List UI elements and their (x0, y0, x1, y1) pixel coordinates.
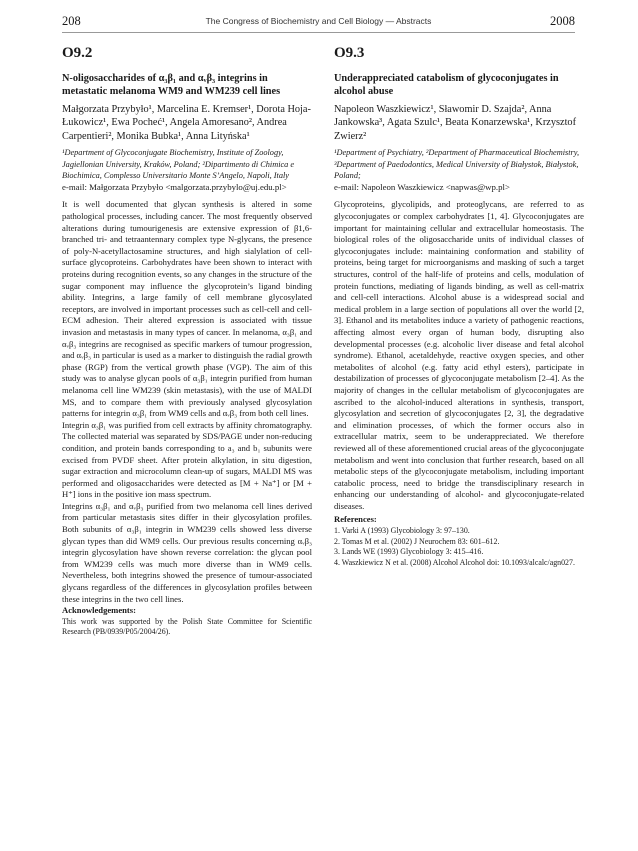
running-header (62, 14, 575, 33)
abstract-body (334, 199, 584, 512)
abstract-title: N-oligosaccharides of α₃β₁ and αᵥβ₃ integrins in metastatic melanoma WM9 and WM239 cell lines (62, 73, 281, 97)
contact-email: e-mail: Małgorzata Przybyło <malgorzata.przybylo@uj.edu.pl> (62, 182, 287, 193)
affiliations: ¹Department of Psychiatry, ²Department of Pharmaceutical Biochemistry, ³Department of Paedodontics, Medical University of Białystok, Białystok, Poland; (334, 148, 580, 181)
author-list: Małgorzata Przybyło¹, Marcelina E. Kremser¹, Dorota Hoja-Łukowicz¹, Ewa Pocheć¹, Angela Amoresano², Andrea Carpentieri², Monika Bubka¹, Anna Lityńska¹ (62, 104, 311, 142)
body-paragraph: It is well documented that glycan synthesis is altered in some pathological processes, including cancer. The most frequently observed alterations during tumourigenesis are extensive expression of β1,6-branched tri- and tetraantennary complex type N-glycans, the presence of poly-N-acetyllactosamine structures, and high sialylation of cell-surface glycoproteins. Carbohydrates have been shown to interact with proteins during recognition events, so any changes in the structure of the sugar component may influence the glycoprotein’s ligand binding ability. Integrins, a large family of cell membrane glycosylated receptors, are involved in important processes such as cell-cell and cell-ECM adhesion. Their altered expression is associated with tissue invasion and metastasis in many types of cancer. In melanoma, α₃β₁ and αᵥβ₃ integrins are recognised as specific markers of tumour progression, and αᵥβ₃ in particular is used as a marker to distinguish the radial growth phase (RGP) from the vertical growth phase (VGP). The aim of this study was to analyse glycan pools of α₃β₁ integrin purified from human melanoma cell line WM239 (skin metastasis), with the use of MALDI MS, and to compare them with previously analysed glycosylation patterns for integrin α₃β₁ from WM9 cells and αᵥβ₃ from both cell lines. (62, 199, 312, 419)
header-year: 2008 (550, 14, 575, 28)
affiliations: ¹Department of Glycoconjugate Biochemistry, Institute of Zoology, Jagiellonian University, Kraków, Poland; ²Dipartimento di Chimica e Biochimica, Complesso Universitario Monte S’Angelo, Napoli, Italy (62, 148, 295, 181)
reference-item: 4. Waszkiewicz N et al. (2008) Alcohol Alcohol doi: 10.1093/alcalc/agn027. (334, 557, 575, 567)
journal-title: The Congress of Biochemistry and Cell Biology — Abstracts (205, 16, 432, 26)
body-paragraph: Integrin α₃β₁ was purified from cell extracts by affinity chromatography. The collected material was separated by SDS/PAGE under non-reducing condition, and protein bands corresponding to a₃ and b₁ subunits were excised from PVDF sheet. After protein alkylation, in situ digestion, sugar extraction and microcolumn clean-up of sugars, MALDI MS was performed and oligosaccharides were detected as [M + Na⁺] or [M + H⁺] ions in the positive ion mass spectrum. (62, 419, 312, 500)
acknowledgements-text: This work was supported by the Polish State Committee for Scientific Research (PB/0939/P05/2004/26). (62, 616, 312, 637)
references-heading: References: (334, 514, 377, 525)
abstract-o9-2 (62, 44, 312, 638)
body-paragraph: Integrins α₃β₁ and αᵥβ₃ purified from two melanoma cell lines derived from particular metastasis sites differ in their glycosylation profiles. Both subunits of α₃β₁ integrin in WM239 cells showed less diverse glycan types than did WM9 cells. Our previous results concerning αᵥβ₃ integrin glycosylation have shown reverse correlation: the glycan pool from WM239 cells was much more diverse than in WM9 cells. Nevertheless, both integrins showed the presence of tumour-associated glycans regardless of the differences in glycosylation profiles between these integrins in the two cell lines. (62, 500, 312, 604)
acknowledgements-heading: Acknowledgements: (62, 605, 136, 616)
contact-email: e-mail: Napoleon Waszkiewicz <napwas@wp.pl> (334, 182, 510, 193)
abstract-code: O9.2 (62, 45, 93, 61)
abstract-body (62, 199, 312, 605)
reference-item: 3. Lands WE (1993) Glycobiology 3: 415–416. (334, 547, 484, 557)
page-number: 208 (62, 14, 81, 28)
reference-item: 1. Varki A (1993) Glycobiology 3: 97–130. (334, 526, 470, 536)
body-paragraph: Glycoproteins, glycolipids, and proteoglycans, are referred to as glycoconjugates or complex carbohydrates [1, 4]. Glycoconjugates are important for maintaining cellular and extracellular homeostasis. The biological roles of the oligosaccharide units of individual classes of glycoconjugates include: maintaining conformation and stability of proteins, being target for microorganisms and masking of such a target structures, control of the half-life of proteins and cells, modulation of protein functions, mediating of ligands binding, as well as cell-matrix and cell-cell interactions. Alcohol abuse is a widespread social and medical problem in a large section of populations all over the world [2, 3]. Ethanol and its metabolites induce a variety of pathogenic reactions, affecting almost every organ of human body, disrupting also developmental processes (e.g. alcoholic liver disease and fetal alcohol syndrome). Ethanol, acetaldehyde, reactive oxygen species, and other metabolites of alcohol (e.g. fatty acid ethyl esters), participate in destabilization of processes of glycoconjugate metabolism [2–4]. As the majority of changes in the cellular metabolism of glycoconjugates are ascribed to the alcohol-induced alterations in synthesis, transport, glycosylation and secretion of glycoconjugates [2, 3], the degradative and elimination processes, of which the former occurs also in extracellular matrix, seem to be underappreciated. We therefore reviewed all of these aforementioned crucial areas of the glycoconjugate metabolism and went into conclusion that further research, based on all metabolic steps of the glycoconjugate metabolism, including important catabolic process, need to bridge the transdisciplinary research in enhancing our understanding of alcohol- and glycoconjugate-related diseases. (334, 199, 584, 511)
author-list: Napoleon Waszkiewicz¹, Sławomir D. Szajda², Anna Jankowska³, Agata Szulc¹, Beata Konarzewska¹, Krzysztof Zwierz² (334, 104, 577, 142)
abstract-title: Underappreciated catabolism of glycoconjugates in alcohol abuse (334, 73, 559, 97)
abstract-o9-3 (334, 44, 584, 568)
reference-item: 2. Tomas M et al. (2002) J Neurochem 83: 601–612. (334, 536, 500, 546)
abstract-code: O9.3 (334, 45, 365, 61)
